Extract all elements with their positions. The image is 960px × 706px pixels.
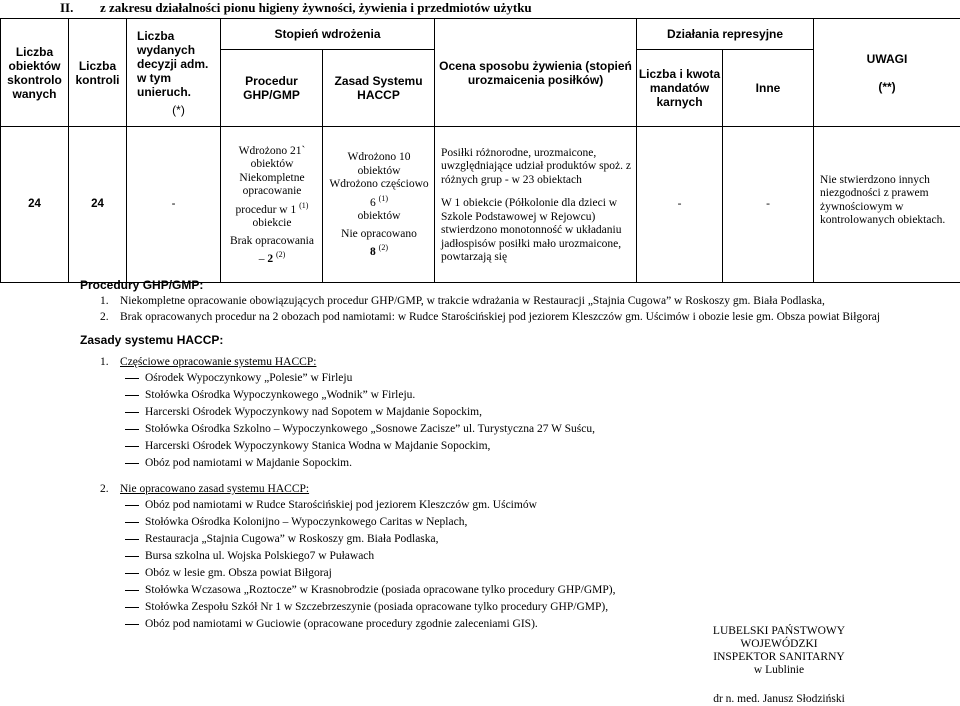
list-item-text: Obóz pod namiotami w Guciowie (opracowane procedury zgodnie zaleceniami GIS).: [145, 618, 538, 630]
header-implementation-degree: Stopień wdrożenia: [221, 19, 435, 50]
list-item-number: 1.: [80, 293, 120, 309]
list-item-text: Stołówka Wczasowa „Roztocze” w Krasnobrodzie (posiada opracowane tylko procedury GHP/GMP),: [145, 584, 616, 596]
header-decisions: [127, 19, 221, 127]
list-item-text: Niekompletne opracowanie obowiązujących procedur GHP/GMP, w trakcie wdrażania w Restauracji „Stajnia Cugowa” w Roskoszy gm. Biała Podlaska,: [120, 293, 825, 309]
header-ghp-gmp: Procedur GHP/GMP: [221, 50, 323, 127]
haccp-group-2-title: Nie opracowano zasad systemu HACCP:: [120, 481, 309, 497]
ghp-missing: Brak opracowania: [227, 235, 317, 249]
list-item: [80, 293, 940, 309]
list-item: [80, 582, 940, 599]
cell-objects-count: 24: [1, 127, 69, 283]
list-item: [80, 599, 940, 616]
list-item-text: Stołówka Ośrodka Wypoczynkowego „Wodnik” w Firleju.: [145, 389, 415, 401]
cell-remarks: Nie stwierdzono innych niezgodności z prawem żywnościowym w kontrolowanych obiektach.: [814, 127, 960, 283]
list-item: [80, 565, 940, 582]
ghp-incomplete-object: obiekcie: [227, 217, 317, 231]
header-nutrition-assessment: Ocena sposobu żywienia (stopień urozmaicenia posiłków): [435, 19, 637, 127]
table-row: [1, 127, 960, 283]
list-item: [80, 370, 940, 387]
list-item-text: Stołówka Ośrodka Szkolno – Wypoczynkowego „Sosnowe Zacisze” ul. Turystyczna 27 W Suścu,: [145, 423, 595, 435]
cell-ghp-gmp: Wdrożono 21` obiektów Niekompletne opracowanie procedur w 1 $^{(1)}$ obiekcie Brak opracowania – 2 $^{(2)}$: [221, 127, 323, 283]
signatory-name: dr n. med. Janusz Słodziński: [686, 693, 872, 706]
cell-other: -: [723, 127, 814, 283]
haccp-group-1-title: Częściowe opracowanie systemu HACCP:: [120, 354, 316, 370]
header-fines: Liczba i kwota mandatów karnych: [637, 50, 723, 127]
haccp-missing: Nie opracowano: [329, 228, 429, 242]
list-item: [80, 387, 940, 404]
haccp-group-2-number: 2.: [80, 481, 120, 497]
ghp-footnote-1: (1): [299, 201, 308, 210]
list-item: [80, 455, 940, 472]
list-item: [80, 309, 940, 325]
list-item-text: Stołówka Zespołu Szkół Nr 1 w Szczebrzeszynie (posiada opracowane tylko procedury GHP/GMP),: [145, 601, 608, 613]
list-item-text: Ośrodek Wypoczynkowy „Polesie” w Firleju: [145, 372, 352, 384]
signature-line-1: LUBELSKI PAŃSTWOWY WOJEWÓDZKI: [686, 625, 872, 651]
header-remarks-label: UWAGI: [867, 52, 908, 66]
nutrition-monotonous: W 1 obiekcie (Półkolonie dla dzieci w Szkole Podstawowej w Rejowcu) stwierdzono monotonność w układaniu jadłospisów posiłki mało urozmaicone, powtarzają się: [441, 197, 631, 265]
list-item: [80, 421, 940, 438]
header-remarks-note: (**): [878, 80, 895, 94]
list-item: [80, 438, 940, 455]
haccp-group-1-number: 1.: [80, 354, 120, 370]
cell-inspections-count: 24: [69, 127, 127, 283]
list-item: [80, 514, 940, 531]
header-repressive-actions: Działania represyjne: [637, 19, 814, 50]
list-item-text: Harcerski Ośrodek Wypoczynkowy nad Sopotem w Majdanie Sopockim,: [145, 406, 482, 418]
haccp-group-2: [80, 481, 940, 497]
signature-line-2: INSPEKTOR SANITARNY: [686, 651, 872, 664]
haccp-missing-list: [80, 497, 940, 633]
haccp-partial-objects: obiektów: [329, 210, 429, 224]
ghp-incomplete: Niekompletne opracowanie procedur w 1: [236, 172, 305, 216]
cell-decisions: -: [127, 127, 221, 283]
list-item-text: Obóz pod namiotami w Majdanie Sopockim.: [145, 457, 352, 469]
list-item-text: Stołówka Ośrodka Kolonijno – Wypoczynkowego Caritas w Neplach,: [145, 516, 467, 528]
list-item-number: 2.: [80, 309, 120, 325]
haccp-heading: Zasady systemu HACCP:: [80, 332, 940, 348]
procedures-heading: Procedury GHP/GMP:: [80, 277, 940, 293]
haccp-partial: Wdrożono częściowo 6: [329, 178, 428, 208]
header-inspections: Liczba kontroli: [69, 19, 127, 127]
header-other: Inne: [723, 50, 814, 127]
haccp-missing-count: 8: [370, 246, 376, 258]
list-item-text: Bursa szkolna ul. Wojska Polskiego7 w Puławach: [145, 550, 374, 562]
cell-nutrition-assessment: [435, 127, 637, 283]
list-item-text: Obóz w lesie gm. Obsza powiat Biłgoraj: [145, 567, 332, 579]
list-item-text: Restauracja „Stajnia Cugowa” w Roskoszy gm. Biała Podlaska,: [145, 533, 439, 545]
cell-fines: -: [637, 127, 723, 283]
section-heading: [60, 0, 532, 16]
notes-section: [80, 277, 940, 633]
list-item: [80, 548, 940, 565]
signature-line-3: w Lublinie: [686, 664, 872, 677]
header-objects-inspected: Liczba obiektów skontrolo wanych: [1, 19, 69, 127]
section-title: z zakresu działalności pionu higieny żywności, żywienia i przedmiotów użytku: [100, 0, 532, 15]
header-decisions-note: (*): [137, 103, 220, 117]
haccp-footnote-1: (1): [379, 194, 388, 203]
list-item: [80, 497, 940, 514]
ghp-missing-count: 2: [267, 253, 273, 265]
haccp-footnote-2: (2): [379, 243, 388, 252]
ghp-implemented: Wdrożono 21` obiektów: [227, 145, 317, 172]
nutrition-varied: Posiłki różnorodne, urozmaicone, uwzględniające udział produktów spoż. z różnych grup - w 23 obiektach: [441, 147, 631, 188]
cell-haccp: [323, 127, 435, 283]
signature-block: [686, 625, 872, 706]
haccp-implemented: Wdrożono 10 obiektów: [329, 151, 429, 178]
section-number: II.: [60, 0, 100, 16]
list-item: [80, 404, 940, 421]
haccp-group-1: [80, 354, 940, 370]
header-decisions-label: Liczba wydanych decyzji adm. w tym unieruch.: [137, 29, 208, 99]
list-item-text: Obóz pod namiotami w Rudce Starościńskiej pod jeziorem Kleszczów gm. Uścimów: [145, 499, 537, 511]
ghp-footnote-2: (2): [276, 250, 285, 259]
inspection-summary-table: [0, 18, 960, 283]
header-remarks: [814, 19, 960, 127]
list-item-text: Brak opracowanych procedur na 2 obozach pod namiotami: w Rudce Starościńskiej pod jeziorem Kleszczów gm. Uścimów i obozie lesie gm. Obsza powiat Biłgoraj: [120, 309, 880, 325]
list-item: [80, 531, 940, 548]
list-item-text: Harcerski Ośrodek Wypoczynkowy Stanica Wodna w Majdanie Sopockim,: [145, 440, 490, 452]
header-haccp: Zasad Systemu HACCP: [323, 50, 435, 127]
haccp-partial-list: [80, 370, 940, 472]
